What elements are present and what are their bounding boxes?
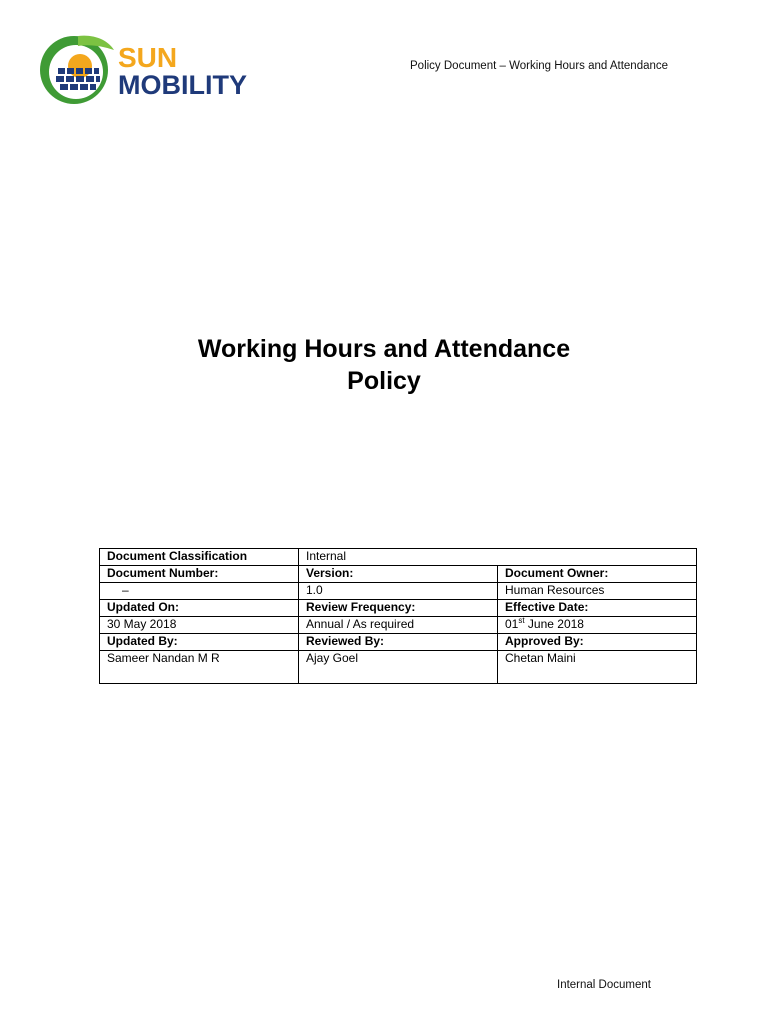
effective-date-rest: June 2018 bbox=[524, 617, 584, 631]
reviewed-by-value: Ajay Goel bbox=[299, 651, 498, 684]
updated-by-value: Sameer Nandan M R bbox=[100, 651, 299, 684]
table-row bbox=[100, 651, 697, 684]
classification-value: Internal bbox=[299, 549, 697, 566]
effective-date-label: Effective Date: bbox=[498, 600, 697, 617]
document-owner-value: Human Resources bbox=[498, 583, 697, 600]
page-title-line1: Working Hours and Attendance bbox=[197, 335, 571, 363]
table-row bbox=[100, 549, 697, 566]
effective-date-ordinal: st bbox=[518, 616, 525, 625]
table-row bbox=[100, 617, 697, 634]
document-number-value: – bbox=[100, 583, 299, 600]
table-row bbox=[100, 566, 697, 583]
svg-text:SUN: SUN bbox=[118, 42, 178, 73]
approved-by-value: Chetan Maini bbox=[498, 651, 697, 684]
updated-on-value: 30 May 2018 bbox=[100, 617, 299, 634]
header-document-title: Policy Document – Working Hours and Attendance bbox=[410, 60, 669, 72]
approved-by-label: Approved By: bbox=[498, 634, 697, 651]
footer-classification: Internal Document bbox=[557, 979, 651, 991]
svg-text:MOBILITY: MOBILITY bbox=[118, 70, 247, 100]
table-row bbox=[100, 600, 697, 617]
document-number-label: Document Number: bbox=[100, 566, 299, 583]
table-row bbox=[100, 583, 697, 600]
review-frequency-value: Annual / As required bbox=[299, 617, 498, 634]
page-title-line2: Policy bbox=[347, 367, 421, 395]
table-row bbox=[100, 634, 697, 651]
effective-date-value bbox=[498, 617, 697, 634]
classification-label: Document Classification bbox=[100, 549, 299, 566]
sun-mobility-logo-icon bbox=[34, 32, 274, 110]
version-value: 1.0 bbox=[299, 583, 498, 600]
updated-on-label: Updated On: bbox=[100, 600, 299, 617]
effective-date-day: 01 bbox=[505, 617, 519, 631]
updated-by-label: Updated By: bbox=[100, 634, 299, 651]
review-frequency-label: Review Frequency: bbox=[299, 600, 498, 617]
document-owner-label: Document Owner: bbox=[498, 566, 697, 583]
version-label: Version: bbox=[299, 566, 498, 583]
reviewed-by-label: Reviewed By: bbox=[299, 634, 498, 651]
page-title bbox=[0, 333, 768, 397]
company-logo bbox=[34, 32, 274, 110]
document-info-table bbox=[99, 548, 697, 684]
